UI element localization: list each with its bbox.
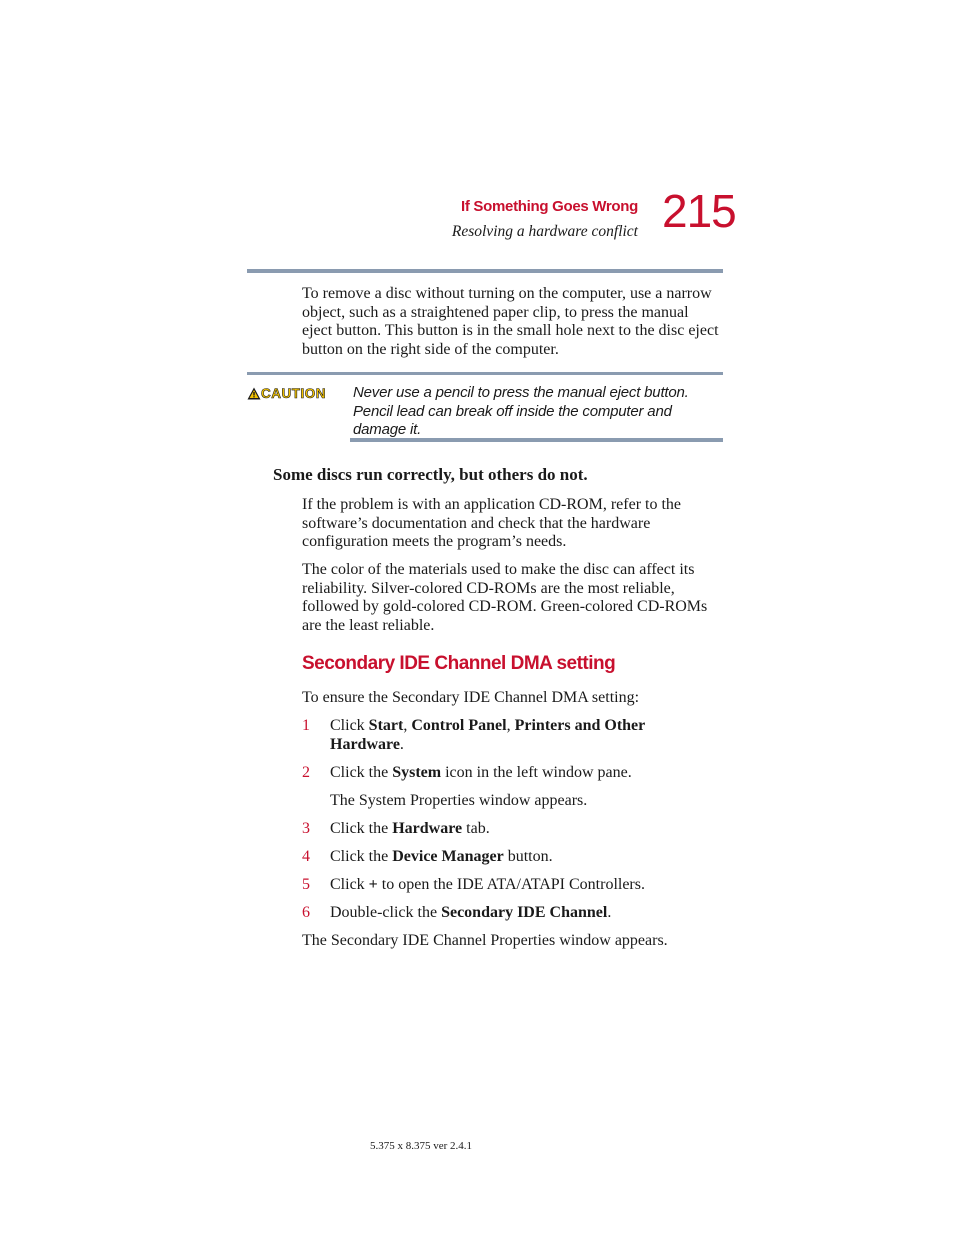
step-text: Click + to open the IDE ATA/ATAPI Controllers. (330, 876, 645, 893)
step-2-result (302, 792, 722, 811)
intro-paragraph: To remove a disc without turning on the computer, use a narrow object, such as a straightened paper clip, to press the manual eject button. This button is in the small hole next to the disc eject button on the right side of the computer. (302, 285, 719, 359)
step-4 (302, 848, 722, 867)
warning-triangle-icon (247, 387, 261, 400)
step-number (302, 792, 330, 811)
problem-paragraph: The color of the materials used to make the disc can affect its reliability. Silver-colored CD-ROMs are the most reliable, followed by gold-colored CD-ROM. Green-colored CD-ROMs are the least reliable. (302, 561, 708, 635)
problem-heading: Some discs run correctly, but others do not. (273, 465, 588, 484)
step-number: 2 (302, 764, 310, 781)
step-text: Click the Device Manager button. (330, 848, 553, 865)
step-5 (302, 876, 722, 895)
step-text: Click the System icon in the left window pane. (330, 764, 632, 781)
caution-label: CAUTION (261, 386, 326, 401)
step-text: The System Properties window appears. (330, 792, 588, 809)
dma-result: The Secondary IDE Channel Properties window appears. (302, 932, 668, 949)
step-6 (302, 904, 722, 923)
step-text: Click Start, Control Panel, Printers and Other Hardware. (330, 717, 645, 753)
step-number: 3 (302, 820, 310, 837)
dma-section-heading: Secondary IDE Channel DMA setting (302, 653, 616, 674)
section-subtitle: Resolving a hardware conflict (451, 223, 638, 240)
step-number: 5 (302, 876, 310, 893)
step-number: 1 (302, 717, 310, 734)
caution-badge (247, 386, 326, 401)
step-1 (302, 717, 722, 754)
step-text: Double-click the Secondary IDE Channel. (330, 904, 612, 921)
step-number: 6 (302, 904, 310, 921)
caution-top-rule (247, 372, 723, 375)
dma-intro: To ensure the Secondary IDE Channel DMA setting: (302, 689, 640, 706)
caution-bottom-rule (350, 438, 723, 442)
step-text: Click the Hardware tab. (330, 820, 490, 837)
problem-paragraph: If the problem is with an application CD-ROM, refer to the software’s documentation and check that the hardware configuration meets the program’s needs. (302, 496, 682, 551)
section-title: If Something Goes Wrong (461, 198, 638, 215)
step-number: 4 (302, 848, 310, 865)
step-3 (302, 820, 722, 839)
page-number: 215 (662, 185, 736, 237)
page-footer: 5.375 x 8.375 ver 2.4.1 (370, 1140, 473, 1152)
step-2 (302, 764, 722, 783)
caution-text: Never use a pencil to press the manual eject button. Pencil lead can break off inside the computer and damage it. (353, 384, 689, 438)
header-rule (247, 269, 723, 273)
